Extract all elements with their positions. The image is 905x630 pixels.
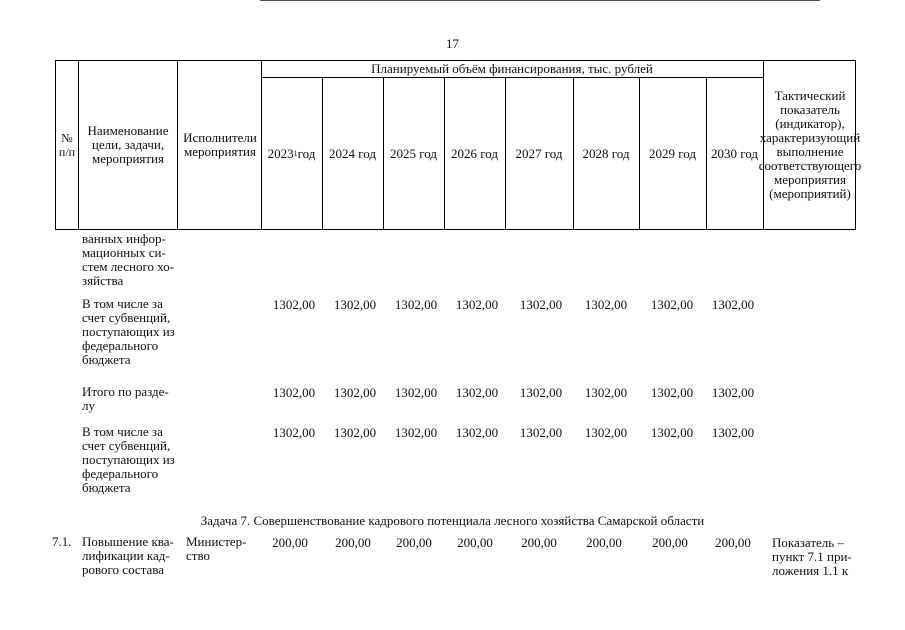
item-number: 7.1. bbox=[52, 534, 72, 549]
value-cell: 1302,00 bbox=[519, 385, 563, 400]
value-cell: 1302,00 bbox=[333, 425, 377, 440]
indicator-text bbox=[772, 536, 862, 578]
year-2023-header bbox=[261, 78, 322, 229]
name-line: счет субвенций, bbox=[82, 438, 171, 453]
value-cell: 1302,00 bbox=[650, 297, 694, 312]
top-rule bbox=[260, 0, 820, 1]
table-header bbox=[55, 60, 862, 230]
value-cell: 1302,00 bbox=[711, 425, 755, 440]
value-cell: 1302,00 bbox=[272, 385, 316, 400]
value-cell: 1302,00 bbox=[394, 385, 438, 400]
name-line: стем лесного хо- bbox=[82, 259, 175, 274]
task-heading: Задача 7. Совершенствование кадрового потенциала лесного хозяйства Самарской области bbox=[200, 513, 705, 528]
value-cell: 1302,00 bbox=[455, 385, 499, 400]
name-line: ванных инфор- bbox=[82, 231, 166, 246]
value-cell: 1302,00 bbox=[519, 297, 563, 312]
value-cell: 200,00 bbox=[586, 535, 622, 550]
row-name bbox=[82, 535, 176, 577]
col-num-header: № п/п bbox=[58, 131, 76, 159]
year-header: 2029 год bbox=[649, 145, 696, 161]
year-header: 2026 год bbox=[451, 145, 498, 161]
value-cell: 200,00 bbox=[715, 535, 751, 550]
value-cell: 1302,00 bbox=[650, 385, 694, 400]
indicator-line: пункт 7.1 при- bbox=[772, 549, 852, 564]
indicator-line: Показатель – bbox=[772, 535, 844, 550]
value-cell: 200,00 bbox=[652, 535, 688, 550]
name-line: В том числе за bbox=[82, 296, 163, 311]
value-cell: 1302,00 bbox=[394, 425, 438, 440]
value-cell: 1302,00 bbox=[711, 297, 755, 312]
name-line: поступающих из bbox=[82, 324, 175, 339]
name-line: бюджета bbox=[82, 480, 131, 495]
year-2023-label: 2023 bbox=[267, 145, 294, 161]
value-cell: 1302,00 bbox=[584, 297, 628, 312]
divider bbox=[177, 61, 178, 229]
value-cell: 1302,00 bbox=[272, 297, 316, 312]
year-header: 2030 год bbox=[711, 145, 758, 161]
row-name bbox=[82, 232, 176, 288]
value-cell: 1302,00 bbox=[333, 385, 377, 400]
page-number: 17 bbox=[446, 36, 459, 51]
value-cell: 1302,00 bbox=[584, 385, 628, 400]
year-header: 2028 год bbox=[582, 145, 630, 161]
executor-line: ство bbox=[186, 548, 211, 563]
row-name bbox=[82, 297, 176, 367]
year-header: 2024 год bbox=[329, 145, 376, 161]
indicator-header: Тактический показатель (индикатор), характеризующий выполнение соответствующего мероприятия (мероприятий) bbox=[758, 88, 862, 201]
row-name bbox=[82, 385, 176, 413]
divider bbox=[78, 61, 79, 229]
name-line: рового состава bbox=[82, 562, 165, 577]
name-line: мационных си- bbox=[82, 245, 166, 260]
name-line: поступающих из bbox=[82, 452, 175, 467]
indicator-line: ложения 1.1 к bbox=[772, 563, 849, 578]
year-header: 2025 год bbox=[390, 145, 437, 161]
value-cell: 1302,00 bbox=[519, 425, 563, 440]
value-cell: 200,00 bbox=[272, 535, 308, 550]
name-line: Итого по разде- bbox=[82, 384, 169, 399]
name-line: лу bbox=[82, 398, 95, 413]
value-cell: 1302,00 bbox=[650, 425, 694, 440]
name-line: Повышение ква- bbox=[82, 534, 174, 549]
value-cell: 200,00 bbox=[335, 535, 371, 550]
executor-line: Министер- bbox=[186, 534, 247, 549]
value-cell: 1302,00 bbox=[711, 385, 755, 400]
value-cell: 200,00 bbox=[396, 535, 432, 550]
name-line: зяйства bbox=[82, 273, 124, 288]
name-line: бюджета bbox=[82, 352, 131, 367]
planned-funding-header: Планируемый объём финансирования, тыс. рублей bbox=[371, 61, 653, 76]
col-name-header: Наименование цели, задачи, мероприятия bbox=[87, 123, 169, 166]
value-cell: 200,00 bbox=[521, 535, 557, 550]
name-line: федерального bbox=[82, 466, 159, 481]
value-cell: 1302,00 bbox=[455, 425, 499, 440]
executor bbox=[186, 535, 246, 563]
name-line: счет субвенций, bbox=[82, 310, 171, 325]
name-line: федерального bbox=[82, 338, 159, 353]
year-2023-suffix: год bbox=[297, 145, 316, 161]
value-cell: 1302,00 bbox=[584, 425, 628, 440]
row-name bbox=[82, 425, 176, 495]
name-line: лификации кад- bbox=[82, 548, 170, 563]
value-cell: 1302,00 bbox=[455, 297, 499, 312]
name-line: В том числе за bbox=[82, 424, 163, 439]
value-cell: 1302,00 bbox=[394, 297, 438, 312]
footnote-mark: 1 bbox=[293, 148, 298, 158]
value-cell: 1302,00 bbox=[333, 297, 377, 312]
col-executor-header: Исполнители мероприятия bbox=[183, 130, 257, 159]
year-header: 2027 год bbox=[515, 145, 563, 161]
value-cell: 1302,00 bbox=[272, 425, 316, 440]
value-cell: 200,00 bbox=[457, 535, 493, 550]
